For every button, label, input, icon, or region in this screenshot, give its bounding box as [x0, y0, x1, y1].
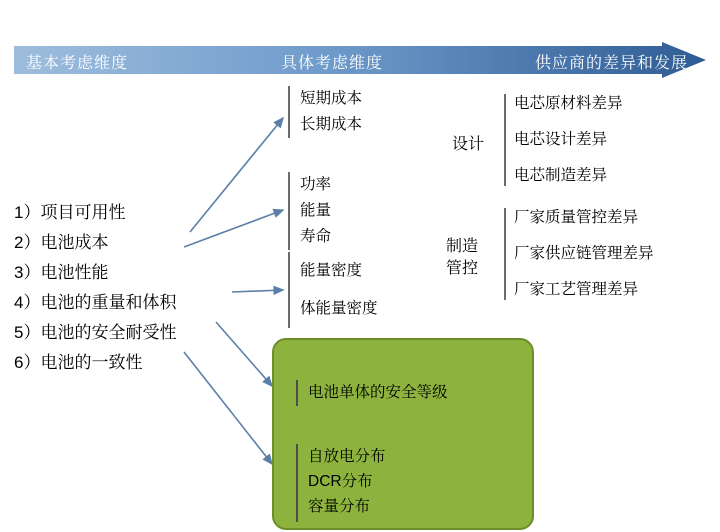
- list-item: 5）电池的安全耐受性: [14, 323, 177, 342]
- list-item: 2）电池成本: [14, 233, 109, 252]
- group-item: DCR分布: [308, 473, 373, 490]
- group-bracket: [288, 86, 290, 138]
- group-item: 能量密度: [300, 262, 363, 279]
- group-item: 体能量密度: [300, 300, 378, 317]
- group-label-design: 设计: [452, 136, 485, 153]
- group-distribution: [296, 444, 386, 519]
- group-label-line1: 制造: [446, 238, 479, 255]
- group-item: 能量: [300, 202, 332, 219]
- group-item: 自放电分布: [308, 448, 386, 465]
- list-item: 1）项目可用性: [14, 203, 126, 222]
- group-bracket: [296, 444, 298, 522]
- list-item: 4）电池的重量和体积: [14, 293, 177, 312]
- group-safety-level: [296, 380, 448, 405]
- group-item: 功率: [300, 176, 332, 193]
- left-dimension-list: [14, 198, 264, 378]
- group-bracket: [288, 252, 290, 328]
- banner-label-specific: 具体考虑维度: [281, 55, 384, 72]
- group-item: 容量分布: [308, 498, 371, 515]
- group-item: 电芯制造差异: [514, 167, 608, 184]
- group-bracket: [504, 94, 506, 186]
- group-label-manufacturing: [446, 236, 478, 280]
- group-item: 厂家工艺管理差异: [514, 281, 639, 298]
- group-item: 长期成本: [300, 116, 363, 133]
- group-item: 寿命: [300, 228, 332, 245]
- group-bracket: [504, 208, 506, 300]
- group-item: 厂家供应链管理差异: [514, 245, 654, 262]
- list-item: 6）电池的一致性: [14, 353, 143, 372]
- green-highlight-box: [272, 338, 534, 530]
- group-label-line2: 管控: [446, 260, 479, 277]
- banner-label-supplier: 供应商的差异和发展: [535, 55, 689, 72]
- group-item: 厂家质量管控差异: [514, 209, 639, 226]
- group-bracket: [288, 172, 290, 250]
- group-bracket: [296, 380, 298, 406]
- group-item: 短期成本: [300, 90, 363, 107]
- group-density: [288, 252, 378, 328]
- group-item: 电芯原材料差异: [514, 95, 623, 112]
- group-performance: [288, 172, 331, 250]
- list-item: 3）电池性能: [14, 263, 109, 282]
- group-cost: [288, 86, 362, 138]
- banner-label-basic: 基本考虑维度: [26, 55, 129, 72]
- group-item: 电池单体的安全等级: [308, 384, 448, 401]
- group-item: 电芯设计差异: [514, 131, 608, 148]
